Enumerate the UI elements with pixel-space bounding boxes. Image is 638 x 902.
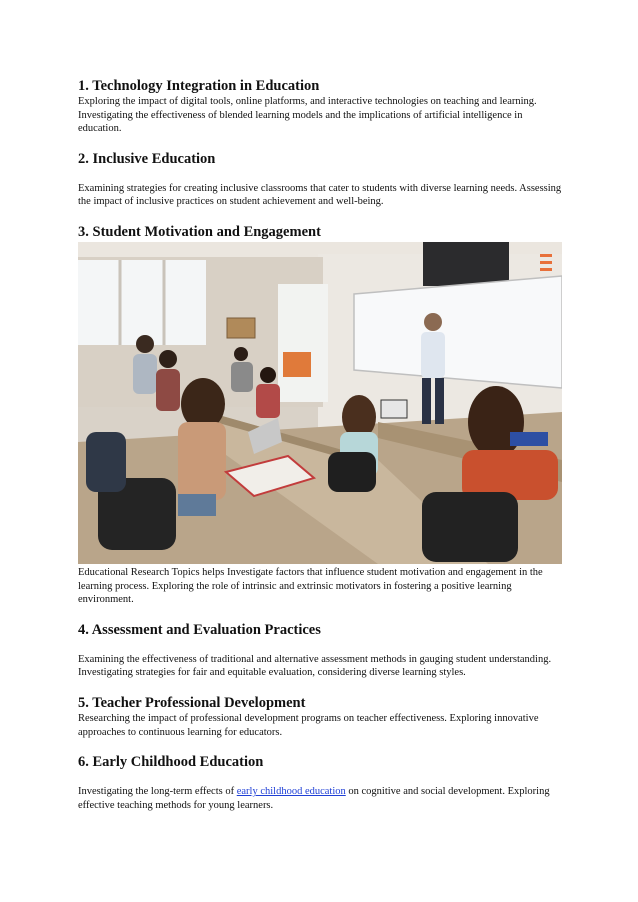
section-2-body: Examining strategies for creating inclusive classrooms that cater to students with diverse learning needs. Assessing the impact of inclusive practices on student achievement and well-being. bbox=[78, 182, 562, 208]
section-4-body: Examining the effectiveness of traditional and alternative assessment methods in gauging student understanding. Investigating strategies for fair and equitable evaluation, considering diverse learning styles. bbox=[78, 653, 552, 679]
section-3-body: Educational Research Topics helps Investigate factors that influence student motivation and engagement in the learning process. Exploring the role of intrinsic and extrinsic motivators in fostering a positive learning environment. bbox=[78, 566, 543, 606]
section-6-body-after: on cognitive and social development. Exploring effective teaching methods for young learners. bbox=[78, 786, 550, 811]
section-6-heading: 6. Early Childhood Education bbox=[78, 754, 264, 771]
section-3-heading: 3. Student Motivation and Engagement bbox=[78, 223, 321, 240]
section-5-body: Researching the impact of professional development programs on teacher effectiveness. Exploring innovative approaches to continuous learning for educators. bbox=[78, 712, 539, 738]
section-6-body bbox=[78, 785, 563, 812]
section-2-heading: 2. Inclusive Education bbox=[78, 150, 216, 167]
classroom-photo bbox=[78, 242, 562, 564]
section-1-heading: 1. Technology Integration in Education bbox=[78, 78, 320, 94]
early-childhood-education-link[interactable]: early childhood education bbox=[236, 786, 346, 798]
section-6-body-before: Investigating the long-term effects of bbox=[78, 786, 237, 798]
section-5-heading: 5. Teacher Professional Development bbox=[78, 694, 306, 711]
document-page bbox=[78, 78, 563, 812]
section-1-body: Exploring the impact of digital tools, online platforms, and interactive technologies on teaching and learning. Investigating the effectiveness of blended learning models and the implications of artificial intelligence in education. bbox=[78, 96, 537, 135]
section-4-heading: 4. Assessment and Evaluation Practices bbox=[78, 621, 321, 638]
